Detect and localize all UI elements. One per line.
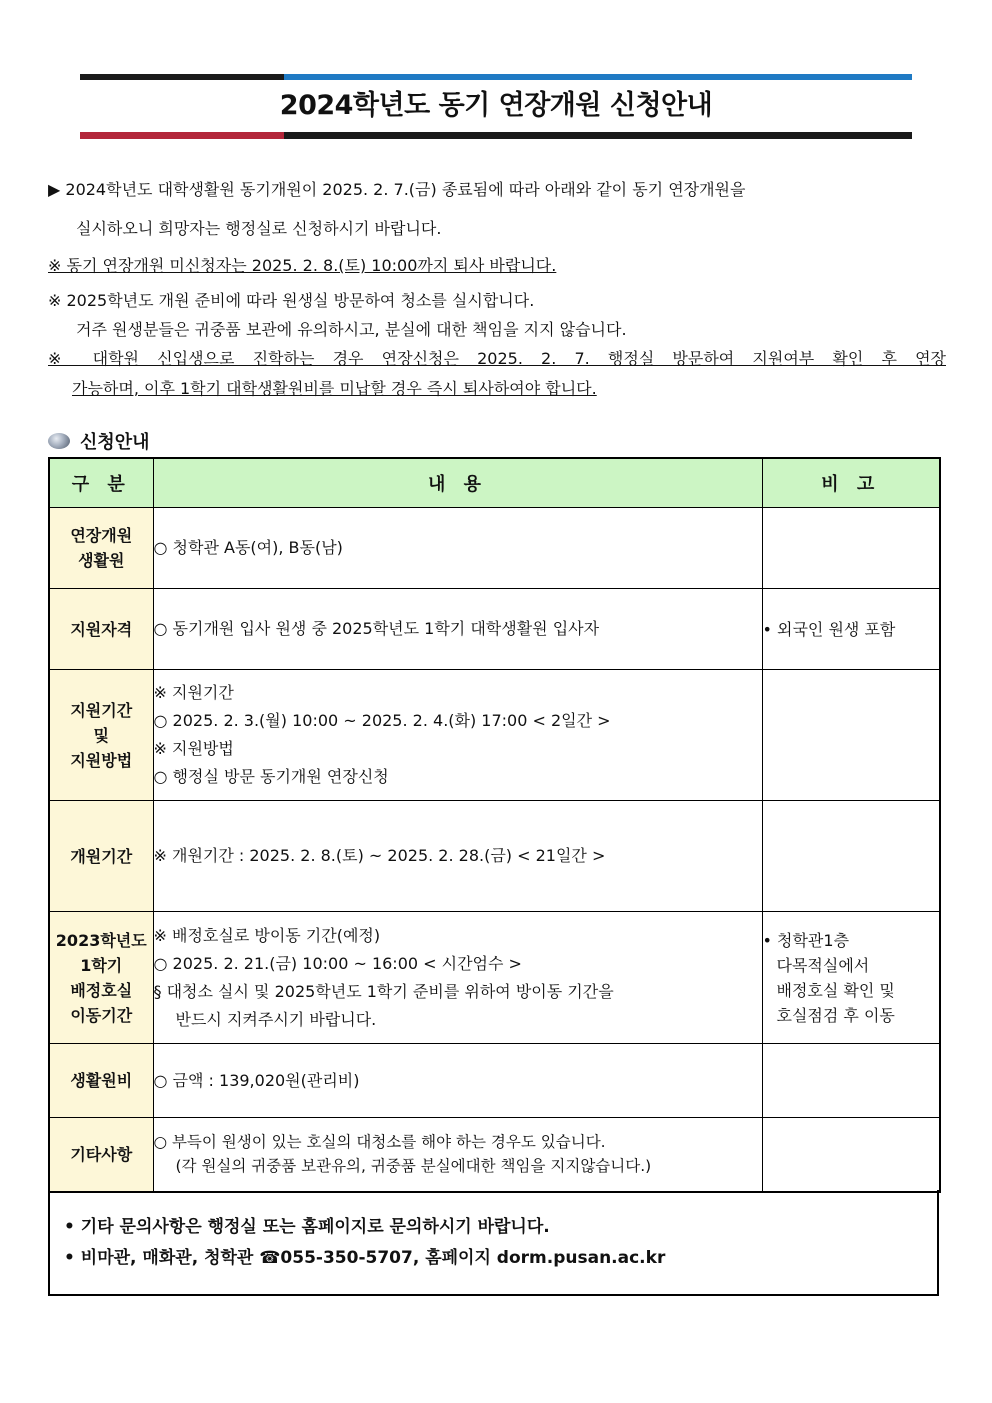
title-banner: [80, 74, 912, 140]
title-bottom-bar: [80, 132, 912, 139]
notice-1-line-1: ▶ 2024학년도 대학생활원 동기개원이 2025. 2. 7.(금) 종료됨에 따라 아래와 같이 동기 연장개원을: [48, 180, 746, 199]
row-category: [49, 1044, 153, 1118]
content-text: ○ 금액 : 139,020원(관리비): [153, 1070, 360, 1090]
category-text: 생활원: [78, 551, 125, 570]
page-title: 2024학년도 동기 연장개원 신청안내: [279, 90, 713, 121]
category-text: 개원기간: [70, 846, 133, 866]
row-content: [153, 912, 762, 1044]
category-text: 지원기간: [70, 700, 133, 720]
content-text: ○ 동기개원 입사 원생 중 2025학년도 1학기 대학생활원 입사자: [153, 619, 600, 638]
category-text: 이동기간: [70, 1005, 133, 1025]
category-text: 1학기: [80, 955, 123, 975]
content-text: ○ 2025. 2. 3.(월) 10:00 ~ 2025. 2. 4.(화) 17:00 < 2일간 >: [153, 711, 611, 730]
row-category: [49, 1118, 153, 1192]
table-row: [49, 801, 940, 912]
bullet-ball-icon: [48, 433, 70, 449]
table-header-row: [49, 458, 940, 508]
notice-3-line-1: ※ 2025학년도 개원 준비에 따라 원생실 방문하여 청소를 실시합니다.: [48, 291, 535, 310]
table-row: [49, 670, 940, 801]
row-remark: [762, 508, 940, 589]
row-content: [153, 670, 762, 801]
info-table: [48, 457, 941, 1193]
content-text: ○ 2025. 2. 21.(금) 10:00 ~ 16:00 < 시간엄수 >: [153, 953, 522, 973]
row-content: [153, 508, 762, 589]
notice-4-line-1-text: ※ 대학원 신입생으로 진학하는 경우 연장신청은 2025. 2. 7. 행정실 방문하여 지원여부 확인 후 연장: [48, 349, 946, 368]
footer-line-1: • 기타 문의사항은 행정실 또는 홈페이지로 문의하시기 바랍니다.: [64, 1217, 550, 1237]
section-title: 신청안내: [80, 432, 150, 453]
category-text: 배정호실: [70, 980, 133, 1000]
footer-line-2: • 비마관, 매화관, 청학관 ☎055-350-5707, 홈페이지 dorm.pusan.ac.kr: [64, 1248, 666, 1268]
header-remark: 비 고: [762, 458, 940, 508]
content-text: 반드시 지켜주시기 바랍니다.: [175, 1009, 377, 1029]
table-row: [49, 1044, 940, 1118]
content-text: ※ 지원기간: [153, 683, 234, 702]
content-text: ○ 행정실 방문 동기개원 연장신청: [153, 767, 389, 786]
row-content: [153, 1044, 762, 1118]
category-text: 기타사항: [70, 1144, 133, 1164]
row-category: [49, 801, 153, 912]
remark-text: • 외국인 원생 포함: [762, 619, 896, 639]
row-remark: [762, 589, 940, 670]
category-text: 2023학년도: [55, 930, 147, 950]
remark-text: • 청학관1층: [762, 930, 850, 950]
category-text: 연장개원: [70, 526, 133, 545]
row-category: [49, 589, 153, 670]
row-remark: [762, 801, 940, 912]
section-header: [48, 428, 150, 454]
content-text: (각 원실의 귀중품 보관유의, 귀중품 분실에대한 책임을 지지않습니다.): [175, 1157, 652, 1176]
remark-text: 다목적실에서: [776, 955, 870, 975]
footer-contact-box: [48, 1190, 939, 1296]
row-remark: [762, 1044, 940, 1118]
notice-4-line-2: 가능하며, 이후 1학기 대학생활원비를 미납할 경우 즉시 퇴사하여야 합니다.: [72, 379, 597, 398]
notice-3-line-2: 거주 원생분들은 귀중품 보관에 유의하시고, 분실에 대한 책임을 지지 않습니다.: [76, 320, 627, 339]
category-text: 지원자격: [70, 619, 133, 639]
content-text: ○ 청학관 A동(여), B동(남): [153, 538, 343, 557]
row-remark: [762, 912, 940, 1044]
notice-4-line-1: [48, 349, 946, 369]
category-text: 및: [93, 725, 109, 745]
row-remark: [762, 1118, 940, 1192]
row-remark: [762, 670, 940, 801]
title-top-bar: [80, 74, 912, 80]
row-content: [153, 801, 762, 912]
remark-text: 호실점검 후 이동: [776, 1005, 895, 1025]
row-category: [49, 670, 153, 801]
header-category: 구 분: [49, 458, 153, 508]
table-row: [49, 1118, 940, 1192]
category-text: 지원방법: [70, 750, 133, 770]
category-text: 생활원비: [70, 1071, 133, 1090]
header-content: 내 용: [153, 458, 762, 508]
table-row: [49, 508, 940, 589]
notice-2: ※ 동기 연장개원 미신청자는 2025. 2. 8.(토) 10:00까지 퇴사 바랍니다.: [48, 256, 557, 275]
notice-1-line-2: 실시하오니 희망자는 행정실로 신청하시기 바랍니다.: [76, 219, 442, 238]
content-text: ※ 배정호실로 방이동 기간(예정): [153, 925, 381, 945]
row-category: [49, 912, 153, 1044]
table-row: [49, 589, 940, 670]
content-text: ※ 개원기간 : 2025. 2. 8.(토) ~ 2025. 2. 28.(금) < 21일간 >: [153, 846, 606, 865]
content-text: ○ 부득이 원생이 있는 호실의 대청소를 해야 하는 경우도 있습니다.: [153, 1133, 606, 1152]
row-category: [49, 508, 153, 589]
table-row: [49, 912, 940, 1044]
row-content: [153, 589, 762, 670]
content-text: § 대청소 실시 및 2025학년도 1학기 준비를 위하여 방이동 기간을: [153, 981, 614, 1001]
remark-text: 배정호실 확인 및: [776, 980, 895, 1000]
row-content: [153, 1118, 762, 1192]
content-text: ※ 지원방법: [153, 739, 234, 758]
